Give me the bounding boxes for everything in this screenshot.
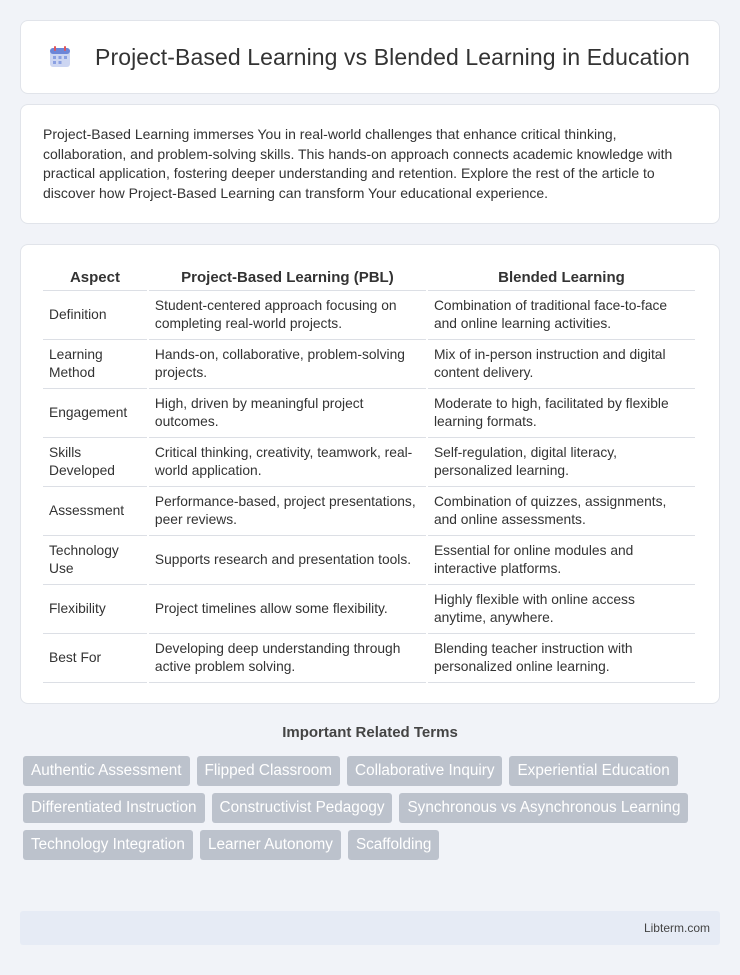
row-aspect: Engagement [43, 389, 147, 438]
term-technology-integration[interactable]: Technology Integration [23, 830, 193, 860]
term-collaborative-inquiry[interactable]: Collaborative Inquiry [347, 756, 502, 786]
table-row [43, 389, 695, 438]
row-pbl: Supports research and presentation tools. [149, 536, 426, 585]
table-row [43, 536, 695, 585]
term-constructivist-pedagogy[interactable]: Constructivist Pedagogy [212, 793, 393, 823]
header-aspect: Aspect [43, 265, 147, 291]
row-aspect: Definition [43, 291, 147, 340]
row-aspect: Best For [43, 634, 147, 683]
row-pbl: Student-centered approach focusing on completing real-world projects. [149, 291, 426, 340]
term-scaffolding[interactable]: Scaffolding [348, 830, 439, 860]
row-blended: Blending teacher instruction with personalized online learning. [428, 634, 695, 683]
row-blended: Mix of in-person instruction and digital content delivery. [428, 340, 695, 389]
row-aspect: Flexibility [43, 585, 147, 634]
term-learner-autonomy[interactable]: Learner Autonomy [200, 830, 341, 860]
row-aspect: Learning Method [43, 340, 147, 389]
related-terms-title: Important Related Terms [282, 724, 458, 741]
intro-text: Project-Based Learning immerses You in real-world challenges that enhance critical thinking, collaboration, and problem-solving skills. This hands-on approach connects academic knowledge with practical application, fostering deeper understanding and retention. Explore the rest of the article to discover how Project-Based Learning can transform Your educational experience. [43, 126, 673, 201]
table-row [43, 487, 695, 536]
table-row [43, 585, 695, 634]
term-differentiated-instruction[interactable]: Differentiated Instruction [23, 793, 205, 823]
table-row [43, 438, 695, 487]
term-flipped-classroom[interactable]: Flipped Classroom [197, 756, 341, 786]
row-pbl: Developing deep understanding through active problem solving. [149, 634, 426, 683]
row-aspect: Assessment [43, 487, 147, 536]
table-row [43, 291, 695, 340]
row-blended: Combination of traditional face-to-face and online learning activities. [428, 291, 695, 340]
row-pbl: High, driven by meaningful project outcomes. [149, 389, 426, 438]
row-aspect: Skills Developed [43, 438, 147, 487]
related-terms-list [23, 756, 723, 867]
table-row [43, 340, 695, 389]
row-pbl: Critical thinking, creativity, teamwork, real-world application. [149, 438, 426, 487]
term-experiential-education[interactable]: Experiential Education [509, 756, 677, 786]
row-blended: Essential for online modules and interactive platforms. [428, 536, 695, 585]
row-blended: Combination of quizzes, assignments, and online assessments. [428, 487, 695, 536]
calendar-icon [47, 44, 73, 70]
row-pbl: Project timelines allow some flexibility. [149, 585, 426, 634]
footer-site-link[interactable]: Libterm.com [643, 921, 710, 935]
row-aspect: Technology Use [43, 536, 147, 585]
row-blended: Highly flexible with online access anytime, anywhere. [428, 585, 695, 634]
table-row [43, 634, 695, 683]
page-title: Project-Based Learning vs Blended Learning in Education [95, 43, 690, 70]
comparison-card [20, 244, 720, 704]
header-card [20, 20, 720, 94]
header-blended: Blended Learning [428, 265, 695, 291]
row-blended: Moderate to high, facilitated by flexible learning formats. [428, 389, 695, 438]
term-authentic-assessment[interactable]: Authentic Assessment [23, 756, 190, 786]
row-pbl: Performance-based, project presentations, peer reviews. [149, 487, 426, 536]
row-blended: Self-regulation, digital literacy, personalized learning. [428, 438, 695, 487]
term-synchronous-vs-asynchronous[interactable]: Synchronous vs Asynchronous Learning [399, 793, 688, 823]
row-pbl: Hands-on, collaborative, problem-solving projects. [149, 340, 426, 389]
intro-card [20, 104, 720, 224]
footer [20, 911, 720, 945]
comparison-table [41, 265, 697, 683]
header-pbl: Project-Based Learning (PBL) [149, 265, 426, 291]
table-header-row [43, 265, 695, 291]
